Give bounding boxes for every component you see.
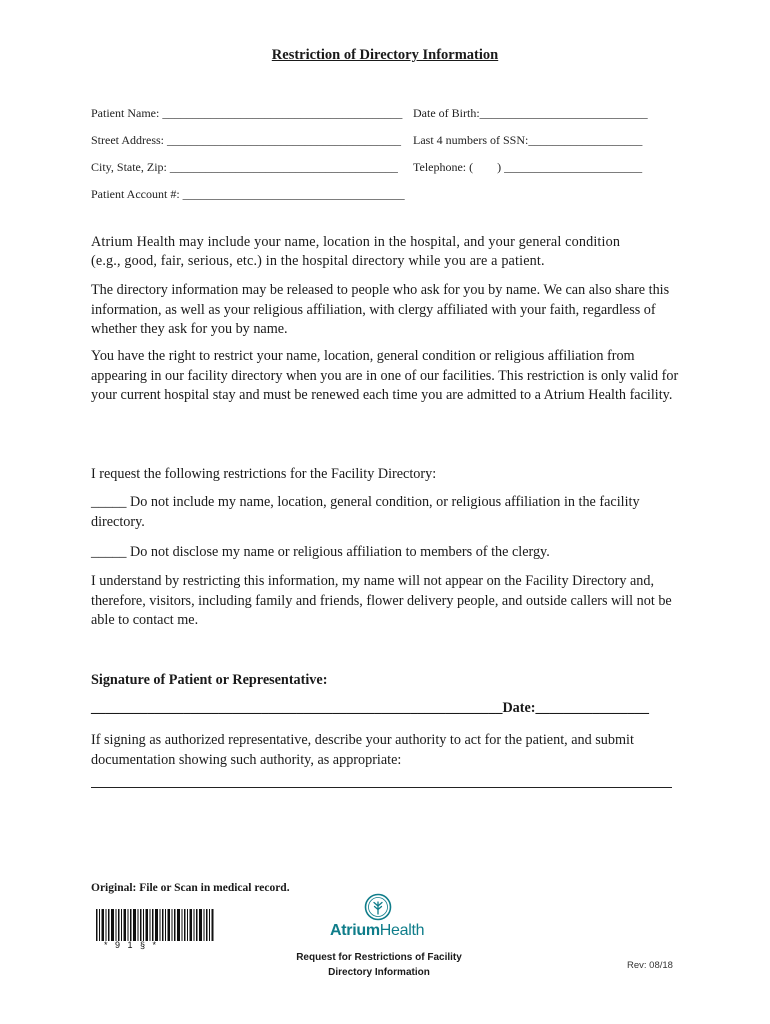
patient-name-field: Patient Name: ________________________________________ bbox=[91, 106, 403, 120]
patient-account-field: Patient Account #: _____________________________________ bbox=[91, 187, 405, 201]
form-title bbox=[279, 950, 479, 980]
barcode bbox=[96, 909, 216, 941]
barcode-label: * 9 1 § * bbox=[104, 940, 157, 950]
form-title-line2: Directory Information bbox=[328, 967, 430, 978]
atrium-health-logo-icon bbox=[364, 893, 392, 921]
paragraph-directory-intro-line2: (e.g., good, fair, serious, etc.) in the hospital directory while you are a patient. bbox=[91, 253, 545, 269]
restriction-option-2: _____ Do not disclose my name or religious affiliation to members of the clergy. bbox=[91, 544, 550, 560]
representative-instructions: If signing as authorized representative, describe your authority to act for the patient, and submit documentation showing such authority, as appropriate: bbox=[91, 732, 634, 768]
telephone-field: Telephone: ( ) _______________________ bbox=[413, 160, 643, 174]
paragraph-directory-intro-line1: Atrium Health may include your name, location in the hospital, and your general condition bbox=[91, 234, 621, 250]
authority-description-line bbox=[91, 787, 672, 788]
date-of-birth-field: Date of Birth:____________________________ bbox=[413, 106, 648, 120]
understand-statement: I understand by restricting this information, my name will not appear on the Facility Directory and, therefore, visitors, including family and friends, flower delivery people, and outside callers will not be able to contact me. bbox=[91, 573, 672, 628]
document-title: Restriction of Directory Information bbox=[271, 47, 499, 63]
revision-date: Rev: 08/18 bbox=[627, 960, 673, 971]
paragraph-release-info: The directory information may be released to people who ask for you by name. We can also share this information, as well as your religious affiliation, with clergy affiliated with your faith, regardless of whether they ask for you by name. bbox=[91, 282, 670, 337]
barcode-graphic bbox=[96, 909, 216, 941]
restriction-option-1: _____ Do not include my name, location, general condition, or religious affiliation in the facility directory. bbox=[91, 494, 640, 530]
last4-ssn-field: Last 4 numbers of SSN:___________________ bbox=[413, 133, 643, 147]
logo-text-health: Health bbox=[379, 922, 425, 939]
signature-date-line: __________________________________________________________Date:________________ bbox=[91, 700, 650, 716]
street-address-field: Street Address: _______________________________________ bbox=[91, 133, 401, 147]
city-state-zip-field: City, State, Zip: ______________________________________ bbox=[91, 160, 398, 174]
request-intro: I request the following restrictions for the Facility Directory: bbox=[91, 466, 437, 482]
logo-text-atrium: Atrium bbox=[330, 922, 380, 939]
original-file-note: Original: File or Scan in medical record. bbox=[91, 882, 290, 894]
paragraph-right-to-restrict: You have the right to restrict your name, location, general condition or religious affiliation from appearing in our facility directory when you are in one of our facilities. This restriction is only valid for your current hospital stay and must be renewed each time you are admitted to a Atrium Health facility. bbox=[91, 348, 679, 403]
form-title-line1: Request for Restrictions of Facility bbox=[296, 952, 462, 963]
atrium-health-logo-text bbox=[330, 922, 424, 940]
signature-heading: Signature of Patient or Representative: bbox=[91, 672, 328, 688]
